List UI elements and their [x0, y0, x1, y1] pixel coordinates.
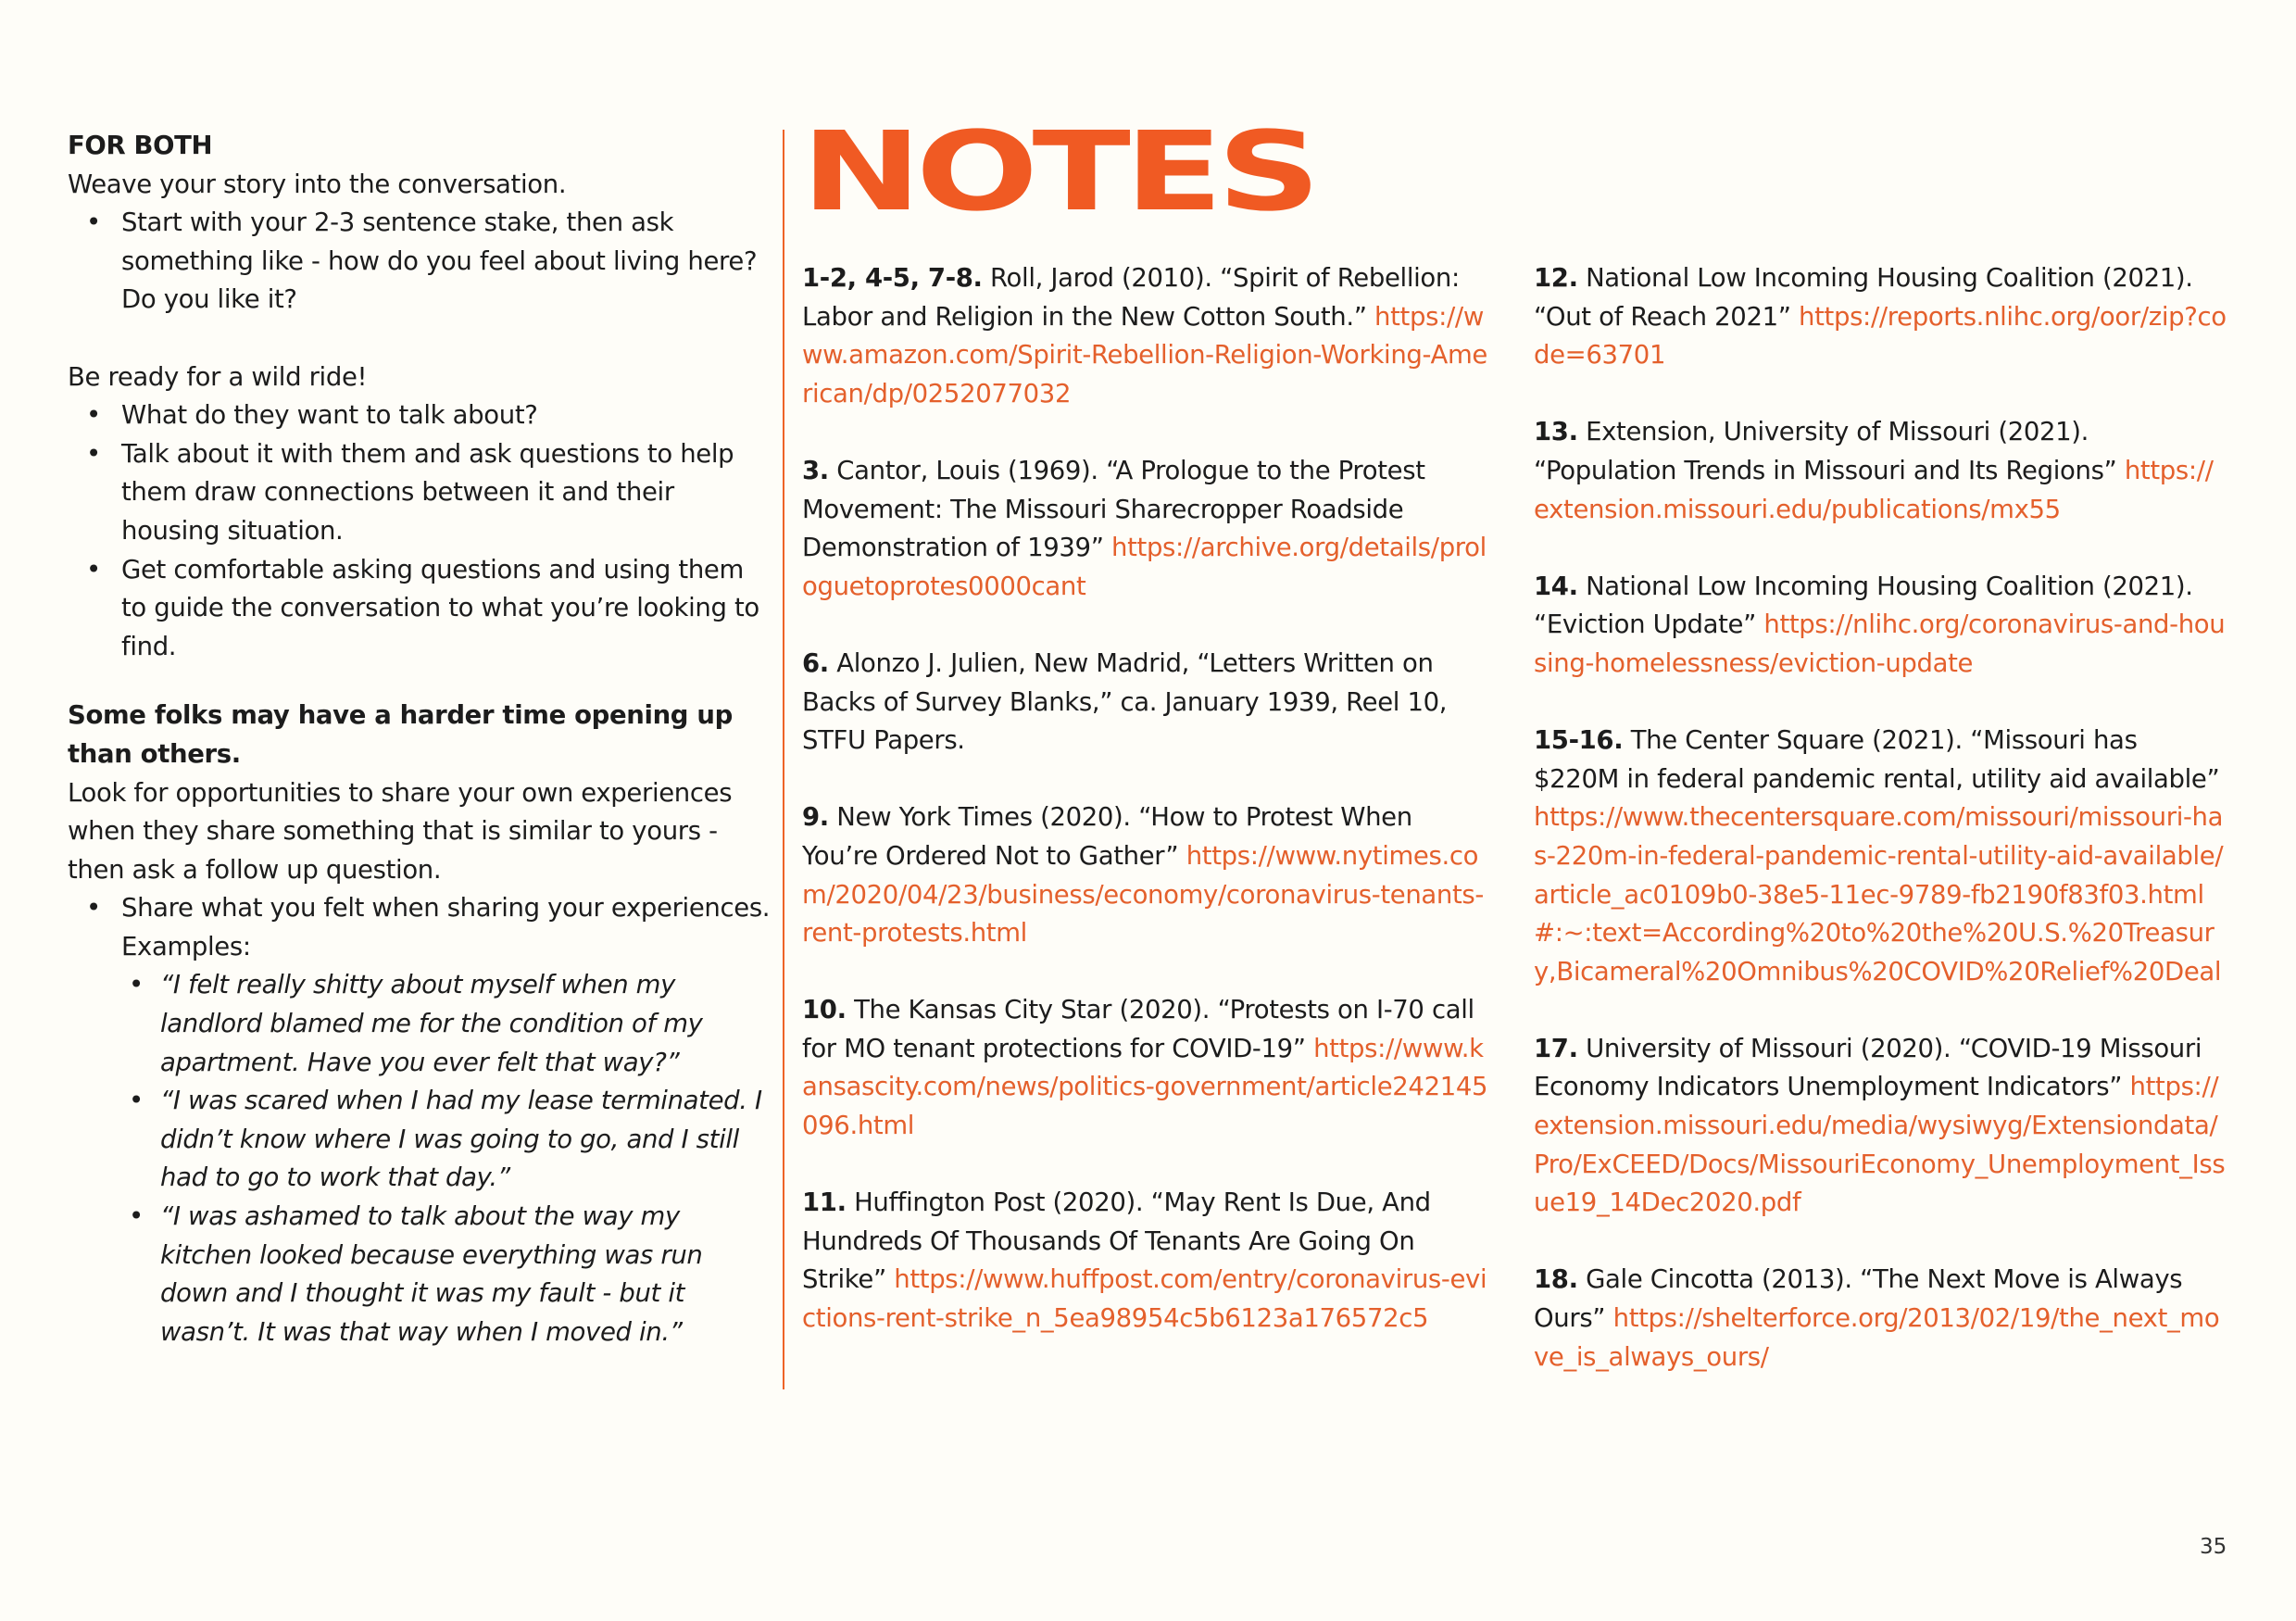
reference-entry — [1534, 413, 2228, 529]
section-heading-for-both: FOR BOTH — [68, 131, 213, 160]
reference-entry — [802, 798, 1492, 952]
reference-number: 10. — [802, 995, 847, 1025]
reference-number: 18. — [1534, 1264, 1578, 1295]
notes-column-right — [1534, 259, 2228, 1415]
reference-number: 14. — [1534, 571, 1578, 601]
list-item: • What do they want to talk about? — [68, 396, 772, 435]
list-item: • Get comfortable asking questions and using them to guide the conversation to what you’re looking to find. — [68, 551, 772, 667]
reference-entry — [802, 645, 1492, 760]
example-list — [121, 966, 772, 1351]
reference-entry — [802, 1184, 1492, 1338]
bullet-list — [68, 889, 772, 1351]
reference-entry — [1534, 722, 2228, 991]
reference-link[interactable]: https://www.nytimes.com/2020/04/23/business/economy/coronavirus-tenants-rent-protests.html — [802, 840, 1484, 949]
reference-link[interactable]: https://reports.nlihc.org/oor/zip?code=63701 — [1534, 301, 2227, 371]
reference-text: The Kansas City Star (2020). “Protests on I-70 call for MO tenant protections for COVID-19” — [802, 995, 1474, 1063]
reference-text: University of Missouri (2020). “COVID-19 Missouri Economy Indicators Unemployment Indicators” — [1534, 1033, 2202, 1102]
bullet-list — [68, 204, 772, 320]
reference-text: Alonzo J. Julien, New Madrid, “Letters Written on Backs of Survey Blanks,” ca. January 1939, Reel 10, STFU Papers. — [802, 647, 1448, 756]
bullet-list — [68, 396, 772, 666]
reference-number: 11. — [802, 1187, 847, 1218]
notes-title: NOTES — [801, 107, 1315, 235]
reference-link[interactable]: https://www.kansascity.com/news/politics-government/article242145096.html — [802, 1033, 1488, 1141]
reference-number: 3. — [802, 455, 829, 485]
reference-link[interactable]: https://www.huffpost.com/entry/coronavirus-evictions-rent-strike_n_5ea98954c5b6123a176572c5 — [802, 1264, 1487, 1334]
notes-column-middle — [802, 259, 1492, 1376]
left-column — [68, 127, 772, 1351]
reference-entry — [1534, 1030, 2228, 1223]
list-item-text: Share what you felt when sharing your experiences. Examples: — [121, 893, 771, 961]
reference-number: 17. — [1534, 1033, 1578, 1063]
reference-text: National Low Incoming Housing Coalition (2021). “Out of Reach 2021” — [1534, 263, 2193, 332]
reference-text: Roll, Jarod (2010). “Spirit of Rebellion: Labor and Religion in the New Cotton South.” — [802, 263, 1460, 332]
reference-number: 1-2, 4-5, 7-8. — [802, 263, 983, 293]
reference-link[interactable]: https://shelterforce.org/2013/02/19/the_next_move_is_always_ours/ — [1534, 1303, 2220, 1372]
column-divider — [783, 130, 784, 1389]
reference-text: Cantor, Louis (1969). “A Prologue to the Protest Movement: The Missouri Sharecropper Roadside Demonstration of 1939” — [802, 455, 1425, 563]
page-number: 35 — [2200, 1535, 2227, 1559]
reference-number: 13. — [1534, 417, 1578, 447]
reference-text: The Center Square (2021). “Missouri has $220M in federal pandemic rental, utility aid available” — [1534, 725, 2220, 794]
reference-link[interactable]: https://archive.org/details/prologuetoprotes0000cant — [802, 533, 1487, 601]
reference-link[interactable]: https://nlihc.org/coronavirus-and-housing-homelessness/eviction-update — [1534, 609, 2226, 678]
reference-entry — [802, 259, 1492, 413]
reference-entry — [1534, 259, 2228, 375]
reference-link[interactable]: https://www.thecentersquare.com/missouri/missouri-has-220m-in-federal-pandemic-rental-utility-aid-available/article_ac0109b0-38e5-11ec-9789-fb2190f83f03.html#:~:text=According%20to%20the%20U.S.%20Treasury,Bicameral%20Omnibus%20COVID%20Relief%20Deal — [1534, 802, 2224, 986]
reference-text: Extension, University of Missouri (2021). “Population Trends in Missouri and Its Regions” — [1534, 417, 2125, 485]
section-heading-harder-time: Some folks may have a harder time opening up than others. — [68, 700, 733, 769]
reference-number: 15-16. — [1534, 725, 1624, 756]
section-intro: Be ready for a wild ride! — [68, 361, 368, 392]
reference-text: Huffington Post (2020). “May Rent Is Due, And Hundreds Of Thousands Of Tenants Are Going On Strike” — [802, 1187, 1431, 1295]
section-intro: Weave your story into the conversation. — [68, 169, 567, 199]
reference-entry — [1534, 1261, 2228, 1376]
list-item: • Talk about it with them and ask questions to help them draw connections between it and their housing situation. — [68, 435, 772, 551]
example-quote: • “I was scared when I had my lease terminated. I didn’t know where I was going to go, and I still had to go to work that day.” — [121, 1082, 772, 1198]
section-intro: Look for opportunities to share your own experiences when they share something that is similar to yours - then ask a follow up question. — [68, 777, 733, 885]
example-quote: • “I was ashamed to talk about the way my kitchen looked because everything was run down and I thought it was my fault - but it wasn’t. It was that way when I moved in.” — [121, 1198, 772, 1351]
list-item: • Start with your 2-3 sentence stake, then ask something like - how do you feel about living here? Do you like it? — [68, 204, 772, 320]
reference-link[interactable]: https://extension.missouri.edu/publications/mx55 — [1534, 455, 2214, 524]
reference-number: 6. — [802, 647, 829, 678]
reference-number: 12. — [1534, 263, 1578, 293]
reference-entry — [802, 452, 1492, 606]
reference-number: 9. — [802, 802, 829, 833]
example-quote: • “I felt really shitty about myself when my landlord blamed me for the condition of my apartment. Have you ever felt that way?” — [121, 966, 772, 1082]
list-item — [68, 889, 772, 1351]
reference-text: National Low Incoming Housing Coalition (2021). “Eviction Update” — [1534, 571, 2193, 640]
reference-link[interactable]: https://extension.missouri.edu/media/wysiwyg/Extensiondata/Pro/ExCEED/Docs/MissouriEconomy_Unemployment_Issue19_14Dec2020.pdf — [1534, 1072, 2226, 1218]
reference-text: New York Times (2020). “How to Protest When You’re Ordered Not to Gather” — [802, 802, 1412, 871]
reference-entry — [802, 991, 1492, 1145]
reference-entry — [1534, 568, 2228, 684]
reference-text: Gale Cincotta (2013). “The Next Move is Always Ours” — [1534, 1264, 2183, 1334]
reference-link[interactable]: https://www.amazon.com/Spirit-Rebellion-Religion-Working-American/dp/0252077032 — [802, 301, 1487, 408]
